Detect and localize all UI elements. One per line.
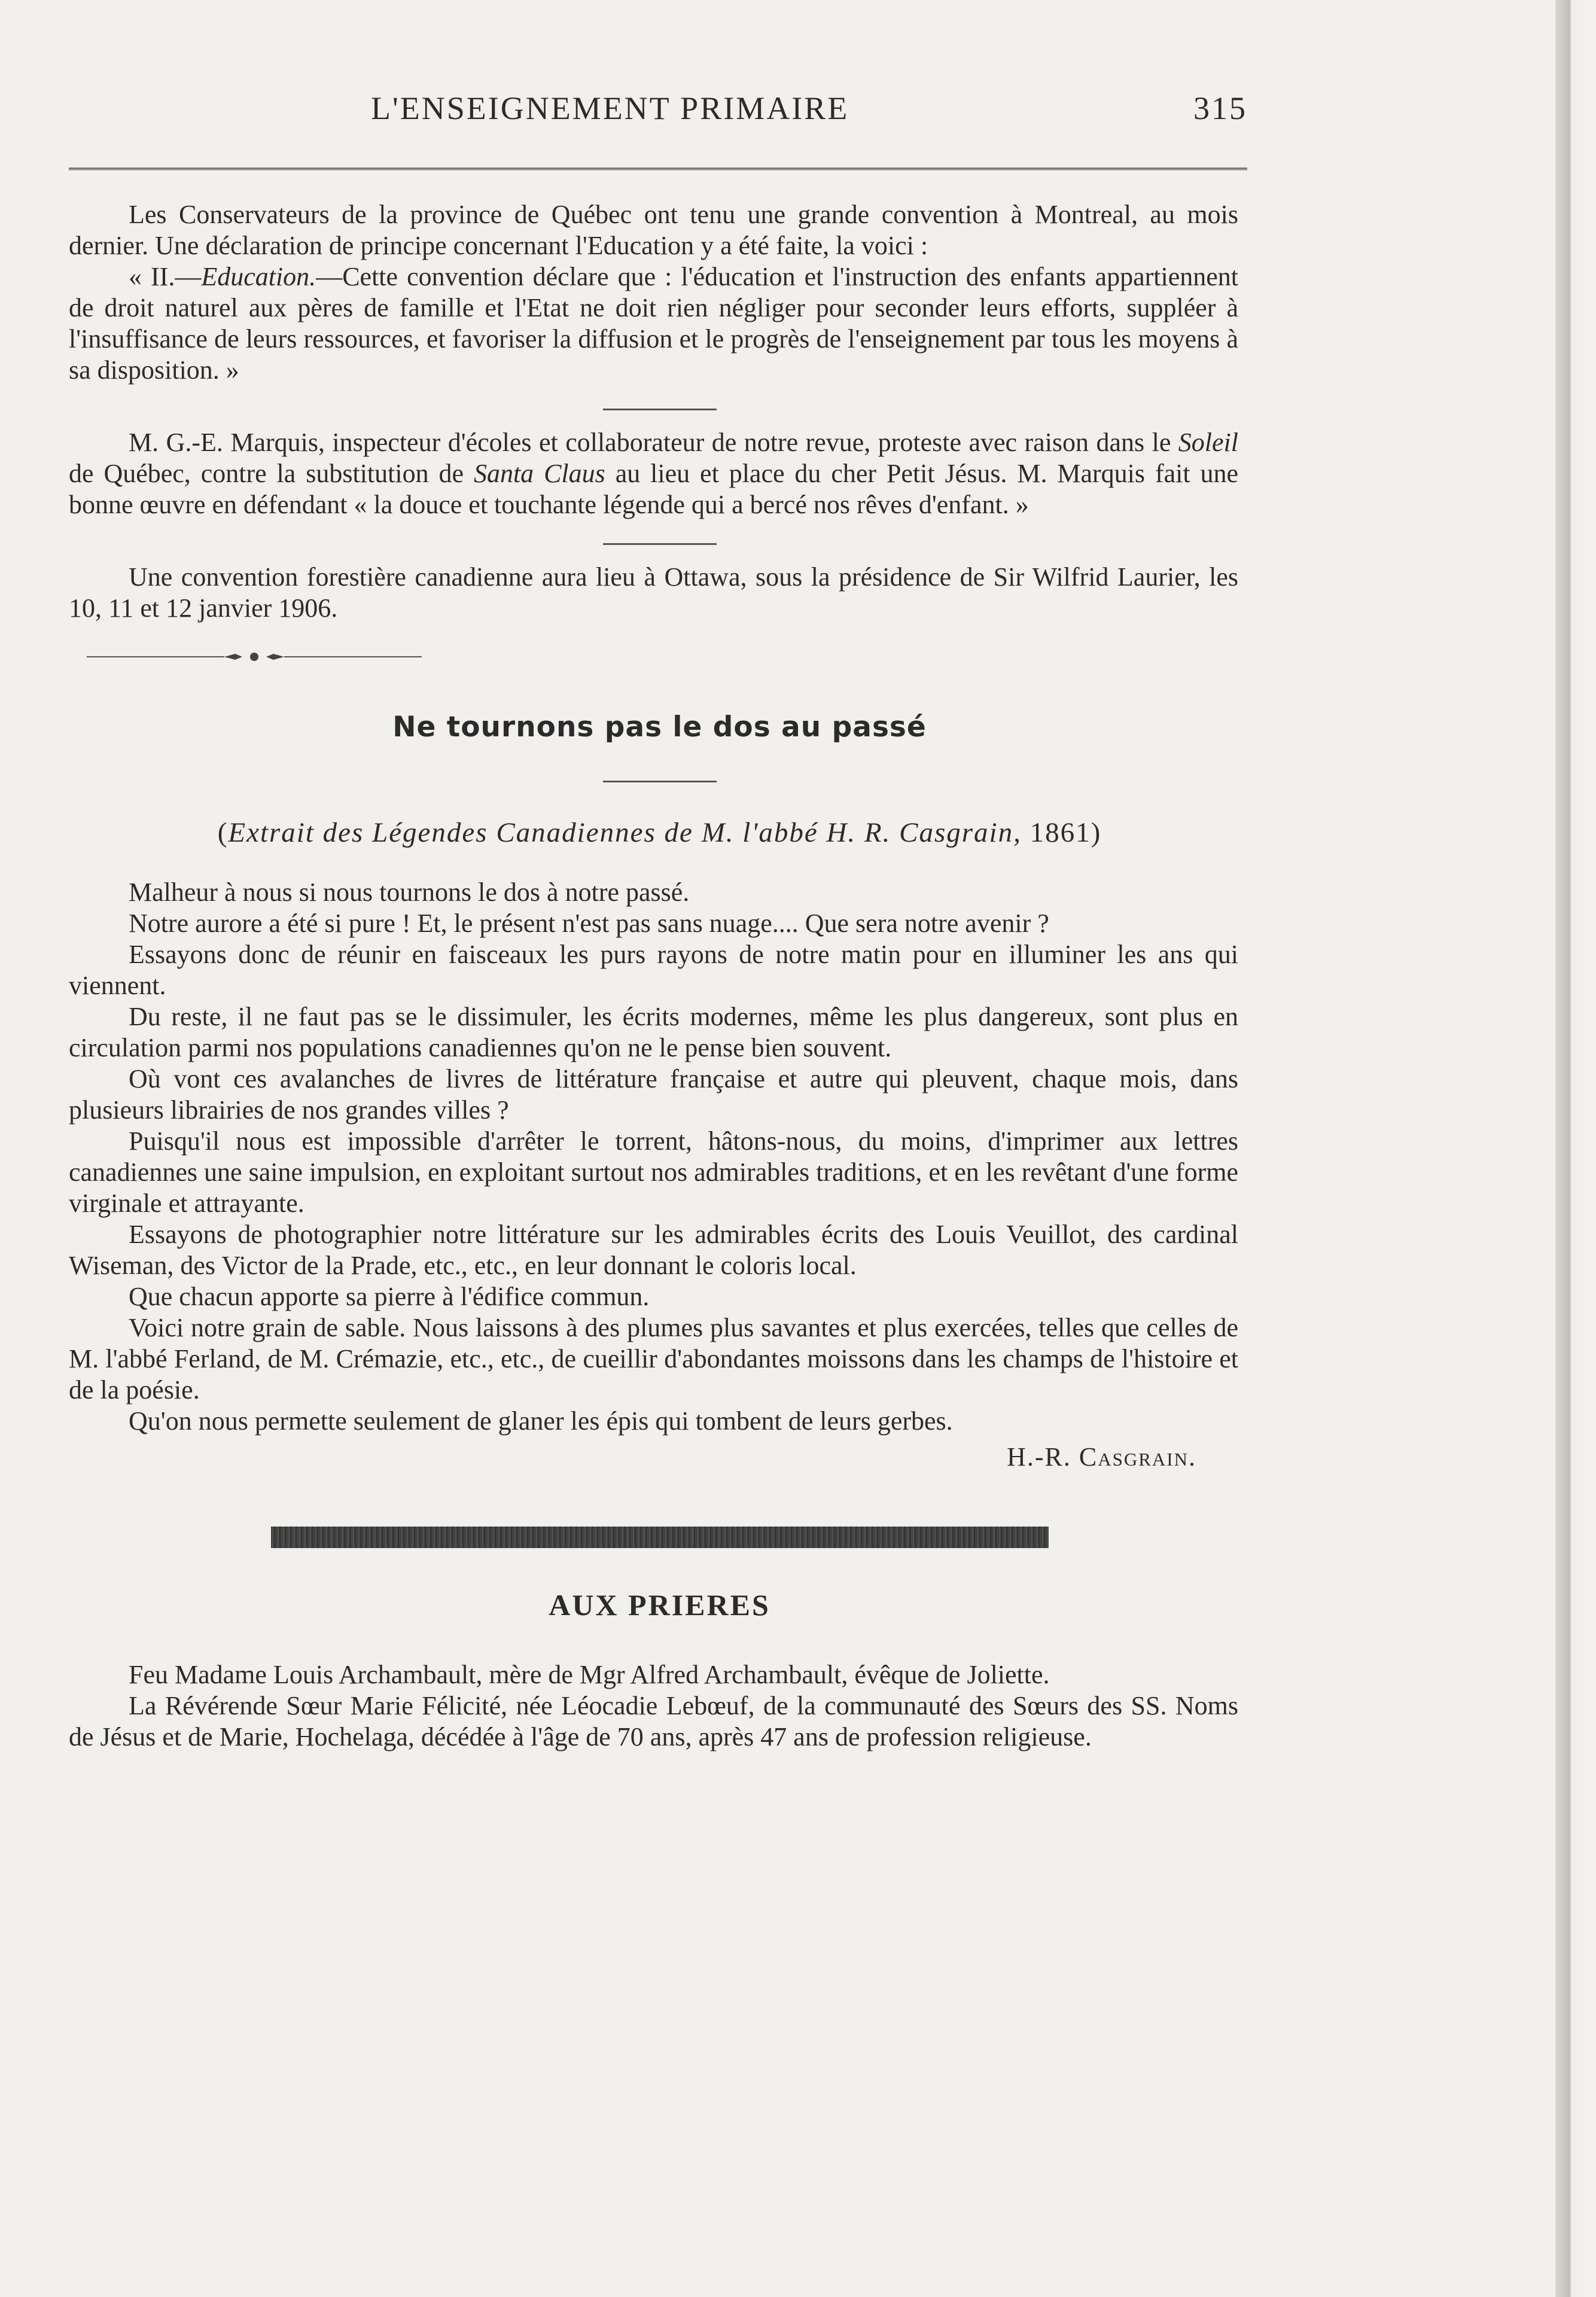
section-title-prieres: AUX PRIERES	[549, 1588, 770, 1622]
paragraph: Qu'on nous permette seulement de glaner les épis qui tombent de leurs gerbes.	[129, 1406, 953, 1436]
separator-rule	[603, 781, 717, 782]
paragraph: Malheur à nous si nous tournons le dos à notre passé.	[129, 878, 690, 907]
prayer-item: La Révérende Sœur Marie Félicité, née Léocadie Lebœuf, de la communauté des Sœurs des SS. Noms de Jésus et de Marie, Hochelaga, décédée à l'âge de 70 ans, après 47 ans de profession religieuse.	[69, 1691, 1238, 1751]
paragraph-convention: Une convention forestière canadienne aura lieu à Ottawa, sous la présidence de Sir Wilfrid Laurier, les 10, 11 et 12 janvier 1906.	[69, 562, 1238, 623]
paragraph: Notre aurore a été si pure ! Et, le présent n'est pas sans nuage.... Que sera notre avenir ?	[129, 909, 1049, 938]
paragraph: « II.—Education.—Cette convention déclare que : l'éducation et l'instruction des enfants appartiennent de droit naturel aux pères de famille et l'Etat ne doit rien négliger pour seconder leurs efforts, suppléer à l'insuffisance de leurs ressources, et favoriser la diffusion et le progrès de l'enseignement par tous les moyens à sa disposition. »	[69, 262, 1238, 385]
paragraph: Où vont ces avalanches de livres de littérature française et autre qui pleuvent, chaque mois, dans plusieurs librairies de nos grandes villes ?	[69, 1064, 1238, 1125]
author-signature: H.-R. Casgrain.	[1007, 1442, 1196, 1472]
prayer-item: Feu Madame Louis Archambault, mère de Mgr Alfred Archambault, évêque de Joliette.	[129, 1660, 1050, 1689]
page-content	[69, 72, 1247, 1753]
separator-rule	[603, 409, 717, 410]
separator-rule	[603, 543, 717, 545]
ornament-divider	[75, 648, 434, 666]
italic-term: Education.	[201, 262, 316, 291]
article-citation: (Extrait des Légendes Canadiennes de M. l'abbé H. R. Casgrain, 1861)	[217, 817, 1102, 848]
paragraph: Les Conservateurs de la province de Québec ont tenu une grande convention à Montreal, au mois dernier. Une déclaration de principe concernant l'Education y a été faite, la voici :	[69, 200, 1238, 260]
paragraph-marquis: M. G.-E. Marquis, inspecteur d'écoles et collaborateur de notre revue, proteste avec raison dans le Soleil de Québec, contre la substitution de Santa Claus au lieu et place du cher Petit Jésus. M. Marquis fait une bonne œuvre en défendant « la douce et touchante légende qui a bercé nos rêves d'enfant. »	[69, 428, 1239, 519]
paragraph: Essayons donc de réunir en faisceaux les purs rayons de notre matin pour en illuminer les ans qui viennent.	[69, 940, 1238, 1000]
page-number: 315	[1193, 90, 1247, 126]
heavy-divider	[271, 1527, 1049, 1548]
article-body	[69, 877, 1238, 1473]
paragraph: Essayons de photographier notre littérature sur les admirables écrits des Louis Veuillot, des cardinal Wiseman, des Victor de la Prade, etc., etc., en leur donnant le coloris local.	[69, 1220, 1238, 1280]
running-head	[69, 72, 1247, 144]
paragraph: Puisqu'il nous est impossible d'arrêter le torrent, hâtons-nous, du moins, d'imprimer aux lettres canadiennes une saine impulsion, en exploitant surtout nos admirables traditions, et en les revêtant d'une forme virginale et attrayante.	[69, 1126, 1238, 1218]
section-title: Ne tournons pas le dos au passé	[392, 711, 927, 744]
paragraph: Du reste, il ne faut pas se le dissimuler, les écrits modernes, même les plus dangereux, sont plus en circulation parmi nos populations canadiennes qu'on ne le pense bien souvent.	[69, 1002, 1238, 1062]
italic-title: Santa Claus	[473, 459, 605, 488]
paragraph: Que chacun apporte sa pierre à l'édifice commun.	[129, 1282, 650, 1311]
news-block-conservateurs	[69, 199, 1238, 386]
prayers-list	[69, 1659, 1238, 1753]
italic-title: Soleil	[1178, 428, 1238, 457]
running-title: L'ENSEIGNEMENT PRIMAIRE	[371, 90, 849, 126]
page-edge	[1555, 0, 1596, 2297]
header-rule	[69, 167, 1247, 170]
paragraph: Voici notre grain de sable. Nous laissons à des plumes plus savantes et plus exercées, telles que celles de M. l'abbé Ferland, de M. Crémazie, etc., etc., de cueillir d'abondantes moissons dans les champs de l'histoire et de la poésie.	[69, 1313, 1238, 1405]
